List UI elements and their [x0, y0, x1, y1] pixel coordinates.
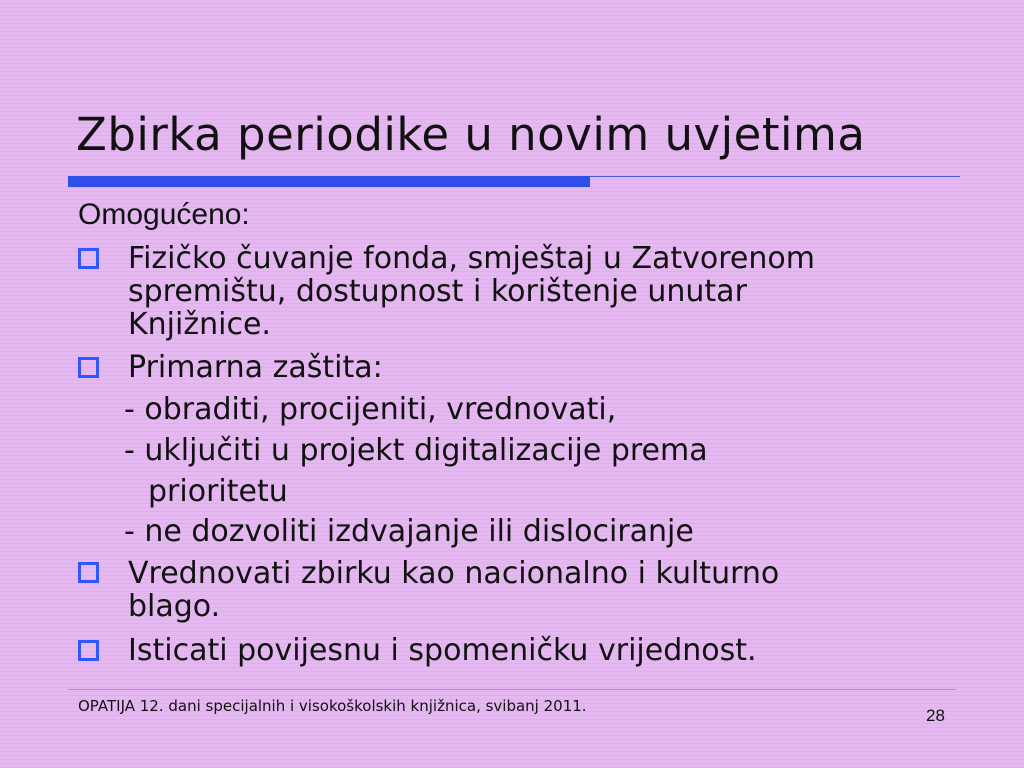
bullet-line: Primarna zaštita: — [128, 350, 383, 385]
bullet-item — [128, 242, 815, 341]
footer-text: OPATIJA 12. dani specijalnih i visokoškolskih knjižnica, svibanj 2011. — [78, 697, 587, 715]
bullet-line: Isticati povijesnu i spomeničku vrijednost. — [128, 633, 757, 668]
sub-item-continuation: prioritetu — [148, 474, 288, 509]
bullet-item — [128, 351, 383, 384]
sub-item: - obraditi, procijeniti, vrednovati, — [124, 392, 617, 427]
intro-text: Omogućeno: — [78, 198, 250, 231]
bullet-line: blago. — [128, 589, 221, 624]
bullet-line: Vrednovati zbirku kao nacionalno i kulturno — [128, 556, 780, 591]
square-bullet-icon — [78, 640, 99, 661]
bullet-line: Knjižnice. — [128, 307, 271, 342]
sub-item: - uključiti u projekt digitalizacije prema — [124, 433, 708, 468]
slide-title: Zbirka periodike u novim uvjetima — [76, 108, 866, 161]
bullet-line: spremištu, dostupnost i korištenje unutar — [128, 274, 747, 309]
bullet-item — [128, 557, 779, 623]
bullet-line: Fizičko čuvanje fonda, smještaj u Zatvorenom — [128, 241, 815, 276]
square-bullet-icon — [78, 248, 99, 269]
bullet-item — [128, 634, 757, 667]
square-bullet-icon — [78, 357, 99, 378]
page-number: 28 — [926, 706, 945, 725]
sub-item: - ne dozvoliti izdvajanje ili dislociranje — [124, 514, 694, 549]
footer-divider — [68, 689, 956, 690]
square-bullet-icon — [78, 562, 99, 583]
title-underline-accent — [68, 176, 590, 187]
